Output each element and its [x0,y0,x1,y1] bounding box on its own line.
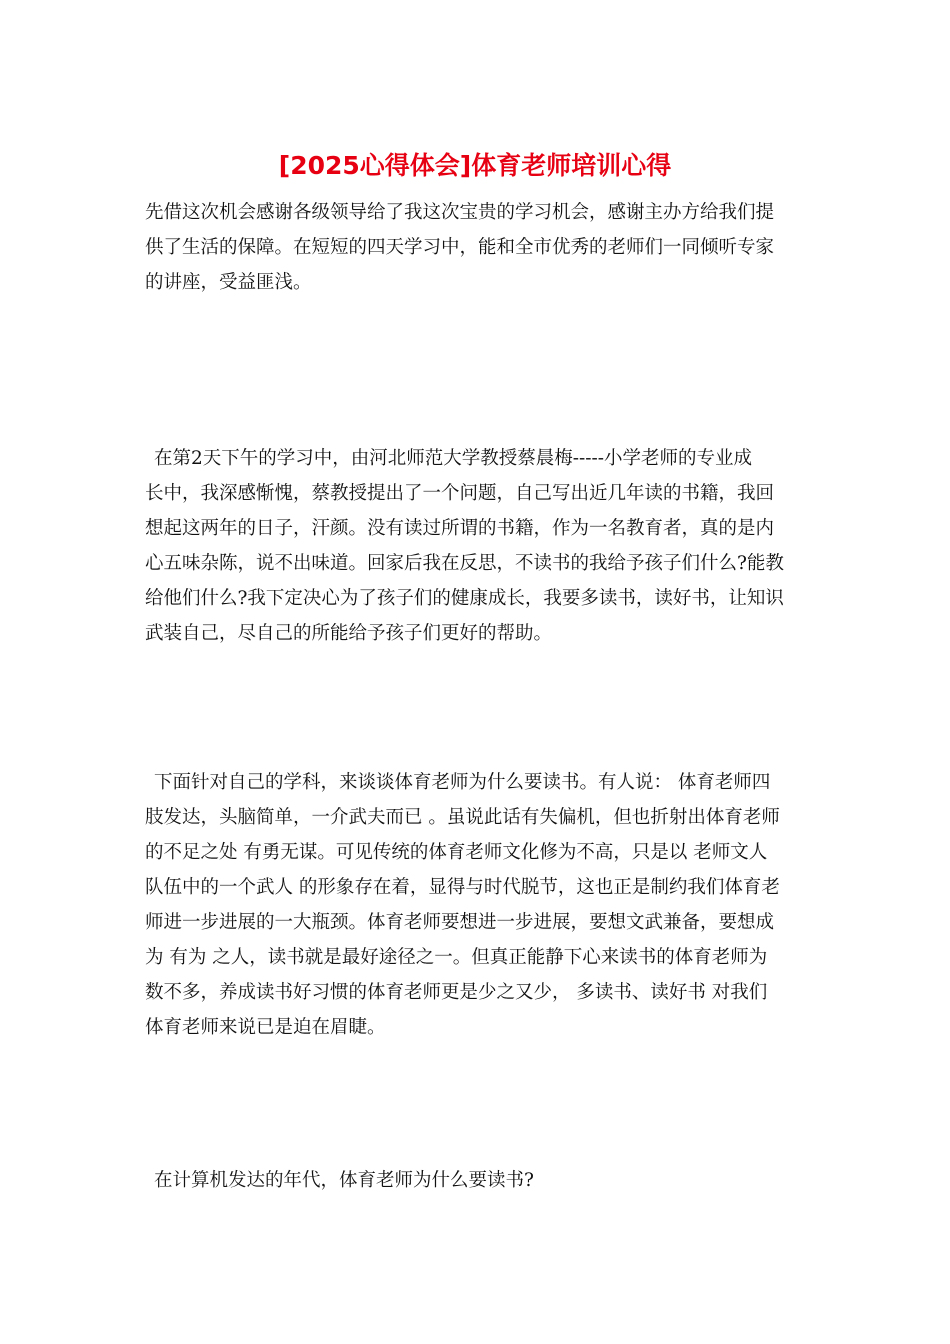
paragraph-line: 长中，我深感惭愧，蔡教授提出了一个问题，自己写出近几年读的书籍，我回 [145,483,775,504]
paragraph-line: 为 有为 之人，读书就是最好途径之一。但真正能静下心来读书的体育老师为 [145,947,768,968]
paragraph-line: 供了生活的保障。在短短的四天学习中，能和全市优秀的老师们一同倾听专家 [145,237,775,258]
paragraph-line: 在第2天下午的学习中，由河北师范大学教授蔡晨梅-----小学老师的专业成 [154,448,753,469]
paragraph-line: 心五味杂陈，说不出味道。回家后我在反思，不读书的我给予孩子们什么?能教 [145,553,784,574]
paragraph-3 [145,765,807,1045]
paragraph-line: 给他们什么?我下定决心为了孩子们的健康成长，我要多读书，读好书，让知识 [145,588,784,609]
paragraph-line: 下面针对自己的学科，来谈谈体育老师为什么要读书。有人说： 体育老师四 [154,772,771,793]
paragraph-1 [145,195,807,300]
paragraph-line: 数不多，养成读书好习惯的体育老师更是少之又少， 多读书、读好书 对我们 [145,982,768,1003]
paragraph-line: 体育老师来说已是迫在眉睫。 [145,1017,386,1038]
paragraph-line: 先借这次机会感谢各级领导给了我这次宝贵的学习机会，感谢主办方给我们提 [145,202,775,223]
paragraph-line: 肢发达，头脑简单，一介武夫而已 。虽说此话有失偏机，但也折射出体育老师 [145,807,780,828]
paragraph-line: 队伍中的一个武人 的形象存在着，显得与时代脱节，这也正是制约我们体育老 [145,877,780,898]
paragraph-line: 师进一步进展的一大瓶颈。体育老师要想进一步进展，要想文武兼备，要想成 [145,912,775,933]
document-title: [2025心得体会]体育老师培训心得 [278,151,672,180]
paragraph-4 [145,1163,807,1198]
paragraph-line: 武装自己，尽自己的所能给予孩子们更好的帮助。 [145,623,553,644]
paragraph-line: 的不足之处 有勇无谋。可见传统的体育老师文化修为不高，只是以 老师文人 [145,842,768,863]
paragraph-line: 在计算机发达的年代，体育老师为什么要读书? [154,1170,534,1191]
paragraph-2 [145,441,807,651]
paragraph-line: 想起这两年的日子，汗颜。没有读过所谓的书籍，作为一名教育者，真的是内 [145,518,775,539]
paragraph-line: 的讲座，受益匪浅。 [145,272,312,293]
